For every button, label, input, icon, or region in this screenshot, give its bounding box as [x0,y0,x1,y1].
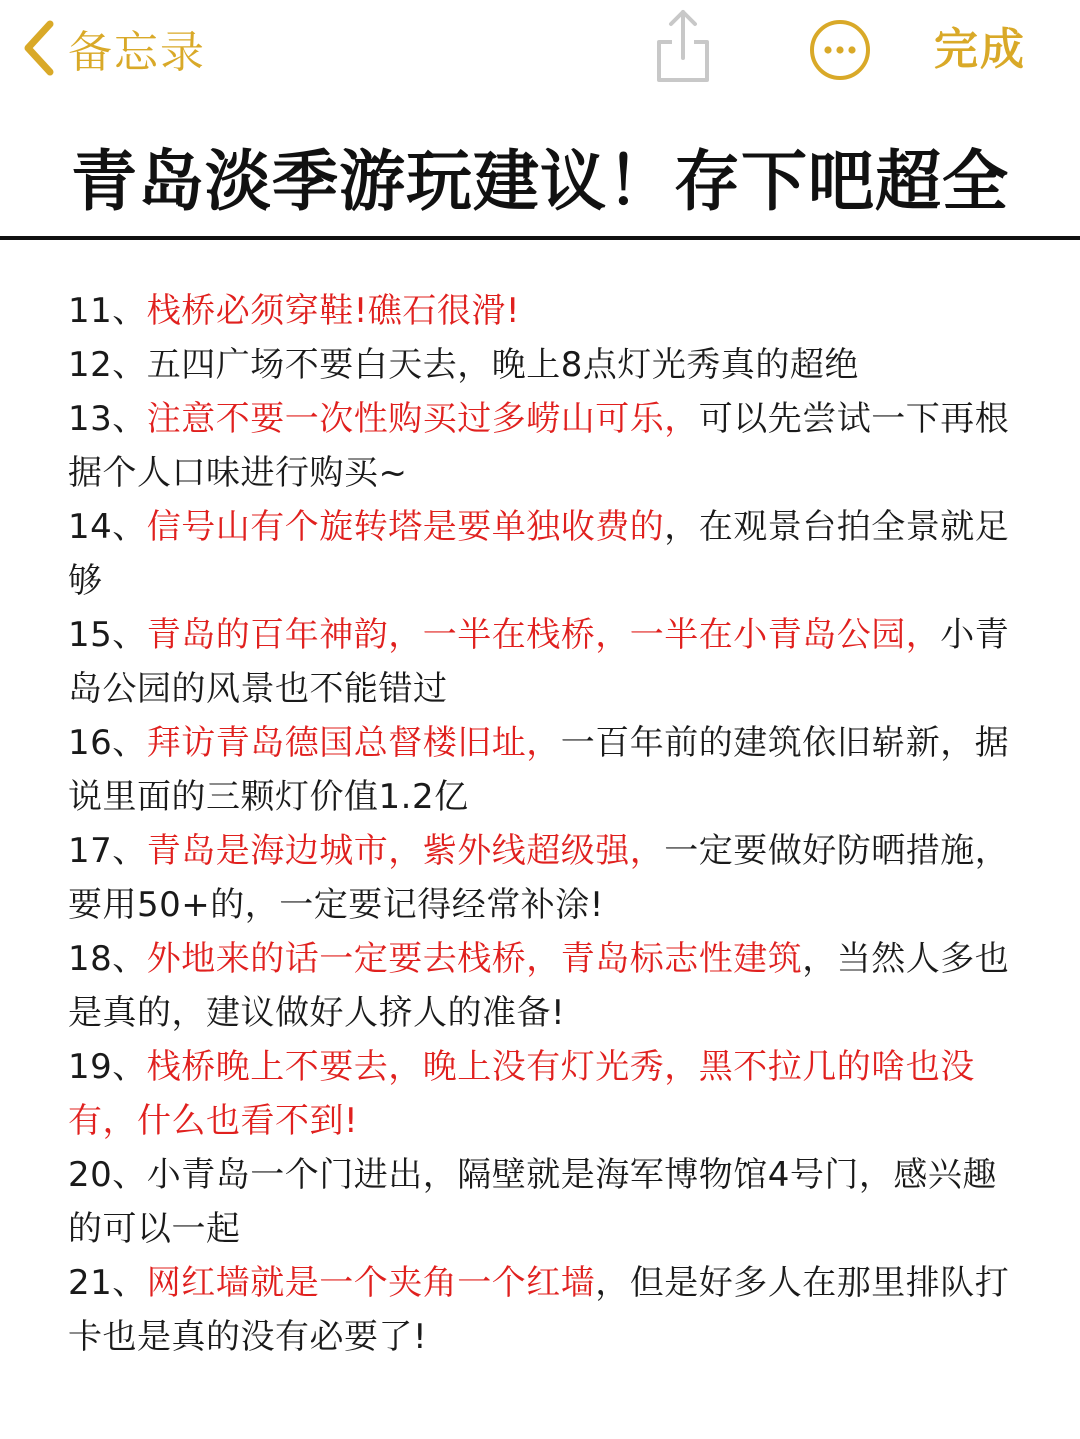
item-text: 小青岛一个门进出，隔壁就是海军博物馆4号门，感兴趣的可以一起 [68,1155,997,1249]
list-item [68,284,1018,338]
list-item [68,392,1018,500]
item-text: ，但是好多人在那里排队打卡也是真的没有必要了! [68,1263,1010,1357]
item-number: 21、 [68,1263,147,1303]
item-number: 16、 [68,723,147,763]
list-item [68,1040,1018,1148]
list-item [68,500,1018,608]
item-number: 17、 [68,831,147,871]
list-item [68,1256,1018,1364]
item-text: 小青岛公园的风景也不能错过 [68,615,1010,709]
item-number: 15、 [68,615,147,655]
item-text: ，在观景台拍全景就足够 [68,507,1010,601]
list-item [68,932,1018,1040]
item-highlight-text: 栈桥必须穿鞋!礁石很滑! [146,291,521,331]
note-body[interactable] [68,284,1018,1364]
item-text: ，当然人多也是真的，建议做好人挤人的准备! [68,939,1010,1033]
item-text: 可以先尝试一下再根据个人口味进行购买~ [68,399,1010,493]
item-highlight-text: 外地来的话一定要去栈桥，青岛标志性建筑 [146,939,803,979]
more-icon[interactable] [808,18,872,82]
done-button[interactable]: 完成 [934,24,1026,75]
share-icon[interactable] [652,8,714,84]
item-highlight-text: 青岛的百年神韵，一半在栈桥，一半在小青岛公园， [146,615,941,655]
item-highlight-text: 青岛是海边城市，紫外线超级强， [146,831,665,871]
back-label: 备忘录 [68,27,206,78]
item-number: 18、 [68,939,147,979]
item-highlight-text: 网红墙就是一个夹角一个红墙 [146,1263,596,1303]
list-item [68,608,1018,716]
list-item [68,1148,1018,1256]
item-text: 一百年前的建筑依旧崭新，据说里面的三颗灯价值1.2亿 [68,723,1010,817]
title-divider [0,236,1080,240]
item-text: 五四广场不要白天去，晚上8点灯光秀真的超绝 [146,345,859,385]
nav-bar [0,0,1080,100]
item-number: 13、 [68,399,147,439]
item-number: 11、 [68,291,147,331]
item-highlight-text: 注意不要一次性购买过多崂山可乐， [146,399,699,439]
item-number: 12、 [68,345,147,385]
item-highlight-text: 拜访青岛德国总督楼旧址， [146,723,561,763]
item-text: 一定要做好防晒措施，要用50+的，一定要记得经常补涂! [68,831,1010,925]
list-item [68,824,1018,932]
item-number: 19、 [68,1047,147,1087]
item-highlight-text: 栈桥晚上不要去，晚上没有灯光秀，黑不拉几的啥也没有，什么也看不到! [68,1047,975,1141]
back-button[interactable] [22,16,206,80]
list-item [68,716,1018,824]
item-number: 14、 [68,507,147,547]
list-item [68,338,1018,392]
chevron-left-icon [22,20,54,76]
note-title: 青岛淡季游玩建议！存下吧超全 [71,143,1009,220]
item-highlight-text: 信号山有个旋转塔是要单独收费的 [146,507,665,547]
item-number: 20、 [68,1155,147,1195]
